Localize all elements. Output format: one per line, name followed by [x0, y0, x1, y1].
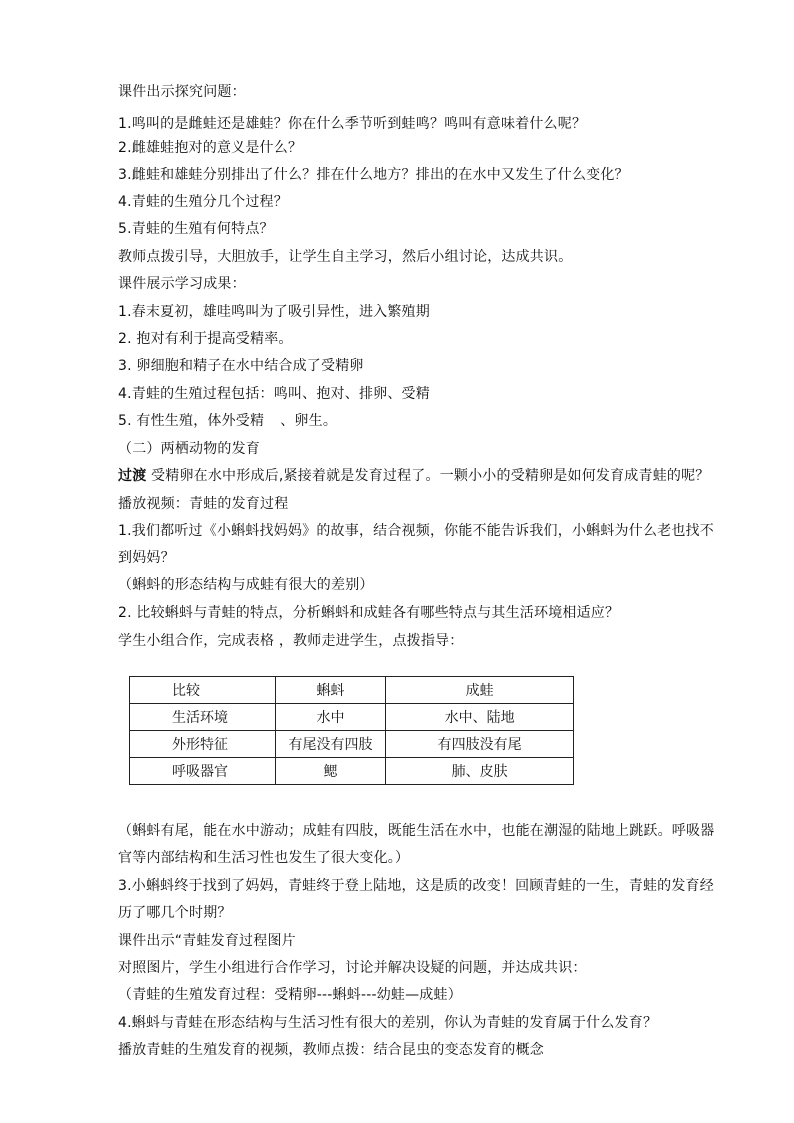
result-5-part-b: 、卵生。 [280, 413, 338, 429]
table-cell: 有尾没有四肢 [275, 731, 386, 758]
section-heading-development: （二）两栖动物的发育 [118, 441, 260, 457]
courseware-show-2: 课件出示“青蛙发育过程图片 [118, 933, 296, 949]
point-1-note: （蝌蚪的形态结构与成蛙有很大的差别） [118, 577, 374, 593]
question-2: 2.雌雄蛙抱对的意义是什么？ [118, 140, 303, 156]
table-cell: 生活环境 [130, 704, 276, 731]
result-5 [118, 411, 337, 431]
point-1-line-a: 1.我们都听过《小蝌蚪找妈妈》的故事，结合视频，你能不能告诉我们，小蝌蚪为什么老也找不 [118, 523, 714, 539]
table-cell: 水中、陆地 [386, 704, 574, 731]
teacher-guidance-1: 教师点拨引导，大胆放手，让学生自主学习，然后小组讨论，达成共识。 [118, 249, 573, 265]
point-2: 2. 比较蝌蚪与青蛙的特点，分析蝌蚪和成蛙各有哪些特点与其生活环境相适应？ [118, 605, 620, 621]
result-5-part-a: 5. 有性生殖，体外受精 [118, 413, 265, 429]
heading-learning-results: 课件展示学习成果： [118, 276, 246, 292]
question-5: 5.青蛙的生殖有何特点？ [118, 221, 274, 237]
note-2-line-b: 官等内部结构和生活习性也发生了很大变化。） [118, 850, 410, 866]
table-row [130, 758, 574, 785]
point-2-guidance: 学生小组合作，完成表格 ，教师走进学生，点拨指导： [118, 633, 464, 649]
table-header-cell: 成蛙 [386, 677, 574, 704]
table-cell: 有四肢没有尾 [386, 731, 574, 758]
development-process: （青蛙的生殖发育过程：受精卵---蝌蚪---幼蛙—成蛙） [118, 987, 462, 1003]
transition-text: 受精卵在水中形成后,紧接着就是发育过程了。一颗小小的受精卵是如何发育成青蛙的呢？ [146, 468, 710, 484]
table-header-row [130, 677, 574, 704]
compare-images-line: 对照图片，学生小组进行合作学习，讨论并解决设疑的问题，并达成共识： [118, 960, 587, 976]
table-cell: 呼吸器官 [130, 758, 276, 785]
table-cell: 鳃 [275, 758, 386, 785]
result-1: 1.春末夏初，雄哇鸣叫为了吸引异性，进入繁殖期 [118, 304, 430, 320]
point-3-line-b: 历了哪几个时期？ [118, 905, 232, 921]
table-row [130, 731, 574, 758]
video-line-2: 播放青蛙的生殖发育的视频，教师点拨：结合昆虫的变态发育的概念 [118, 1042, 544, 1058]
heading-inquiry-questions: 课件出示探究问题： [118, 84, 246, 100]
table-row [130, 704, 574, 731]
note-2-line-a: （蝌蚪有尾，能在水中游动；成蛙有四肢，既能生活在水中，也能在潮湿的陆地上跳跃。呼吸器 [118, 823, 715, 839]
point-3-line-a: 3.小蝌蚪终于找到了妈妈，青蛙终于登上陆地，这是质的改变！回顾青蛙的一生，青蛙的发育经 [118, 878, 714, 894]
point-4: 4.蝌蚪与青蛙在形态结构与生活习性有很大的差别，你认为青蛙的发育属于什么发育？ [118, 1015, 658, 1031]
result-2: 2. 抱对有利于提高受精率。 [118, 331, 293, 347]
point-1-line-b: 到妈妈？ [118, 550, 175, 566]
result-4: 4.青蛙的生殖过程包括：鸣叫、抱对、排卵、受精 [118, 386, 430, 402]
question-3: 3.雌蛙和雄蛙分别排出了什么？排在什么地方？排出的在水中又发生了什么变化？ [118, 167, 629, 183]
result-3: 3. 卵细胞和精子在水中结合成了受精卵 [118, 358, 364, 374]
transition-paragraph [118, 466, 710, 486]
question-1: 1.鸣叫的是雌蛙还是雄蛙？你在什么季节听到蛙鸣？鸣叫有意味着什么呢？ [118, 116, 587, 132]
video-line-1: 播放视频：青蛙的发育过程 [118, 496, 289, 512]
table-header-cell: 蝌蚪 [275, 677, 386, 704]
comparison-table [129, 676, 574, 785]
table-cell: 肺、皮肤 [386, 758, 574, 785]
question-4: 4.青蛙的生殖分几个过程？ [118, 194, 288, 210]
table-cell: 外形特征 [130, 731, 276, 758]
table-header-cell: 比较 [130, 677, 276, 704]
transition-label: 过渡 [118, 468, 147, 484]
table-cell: 水中 [275, 704, 386, 731]
